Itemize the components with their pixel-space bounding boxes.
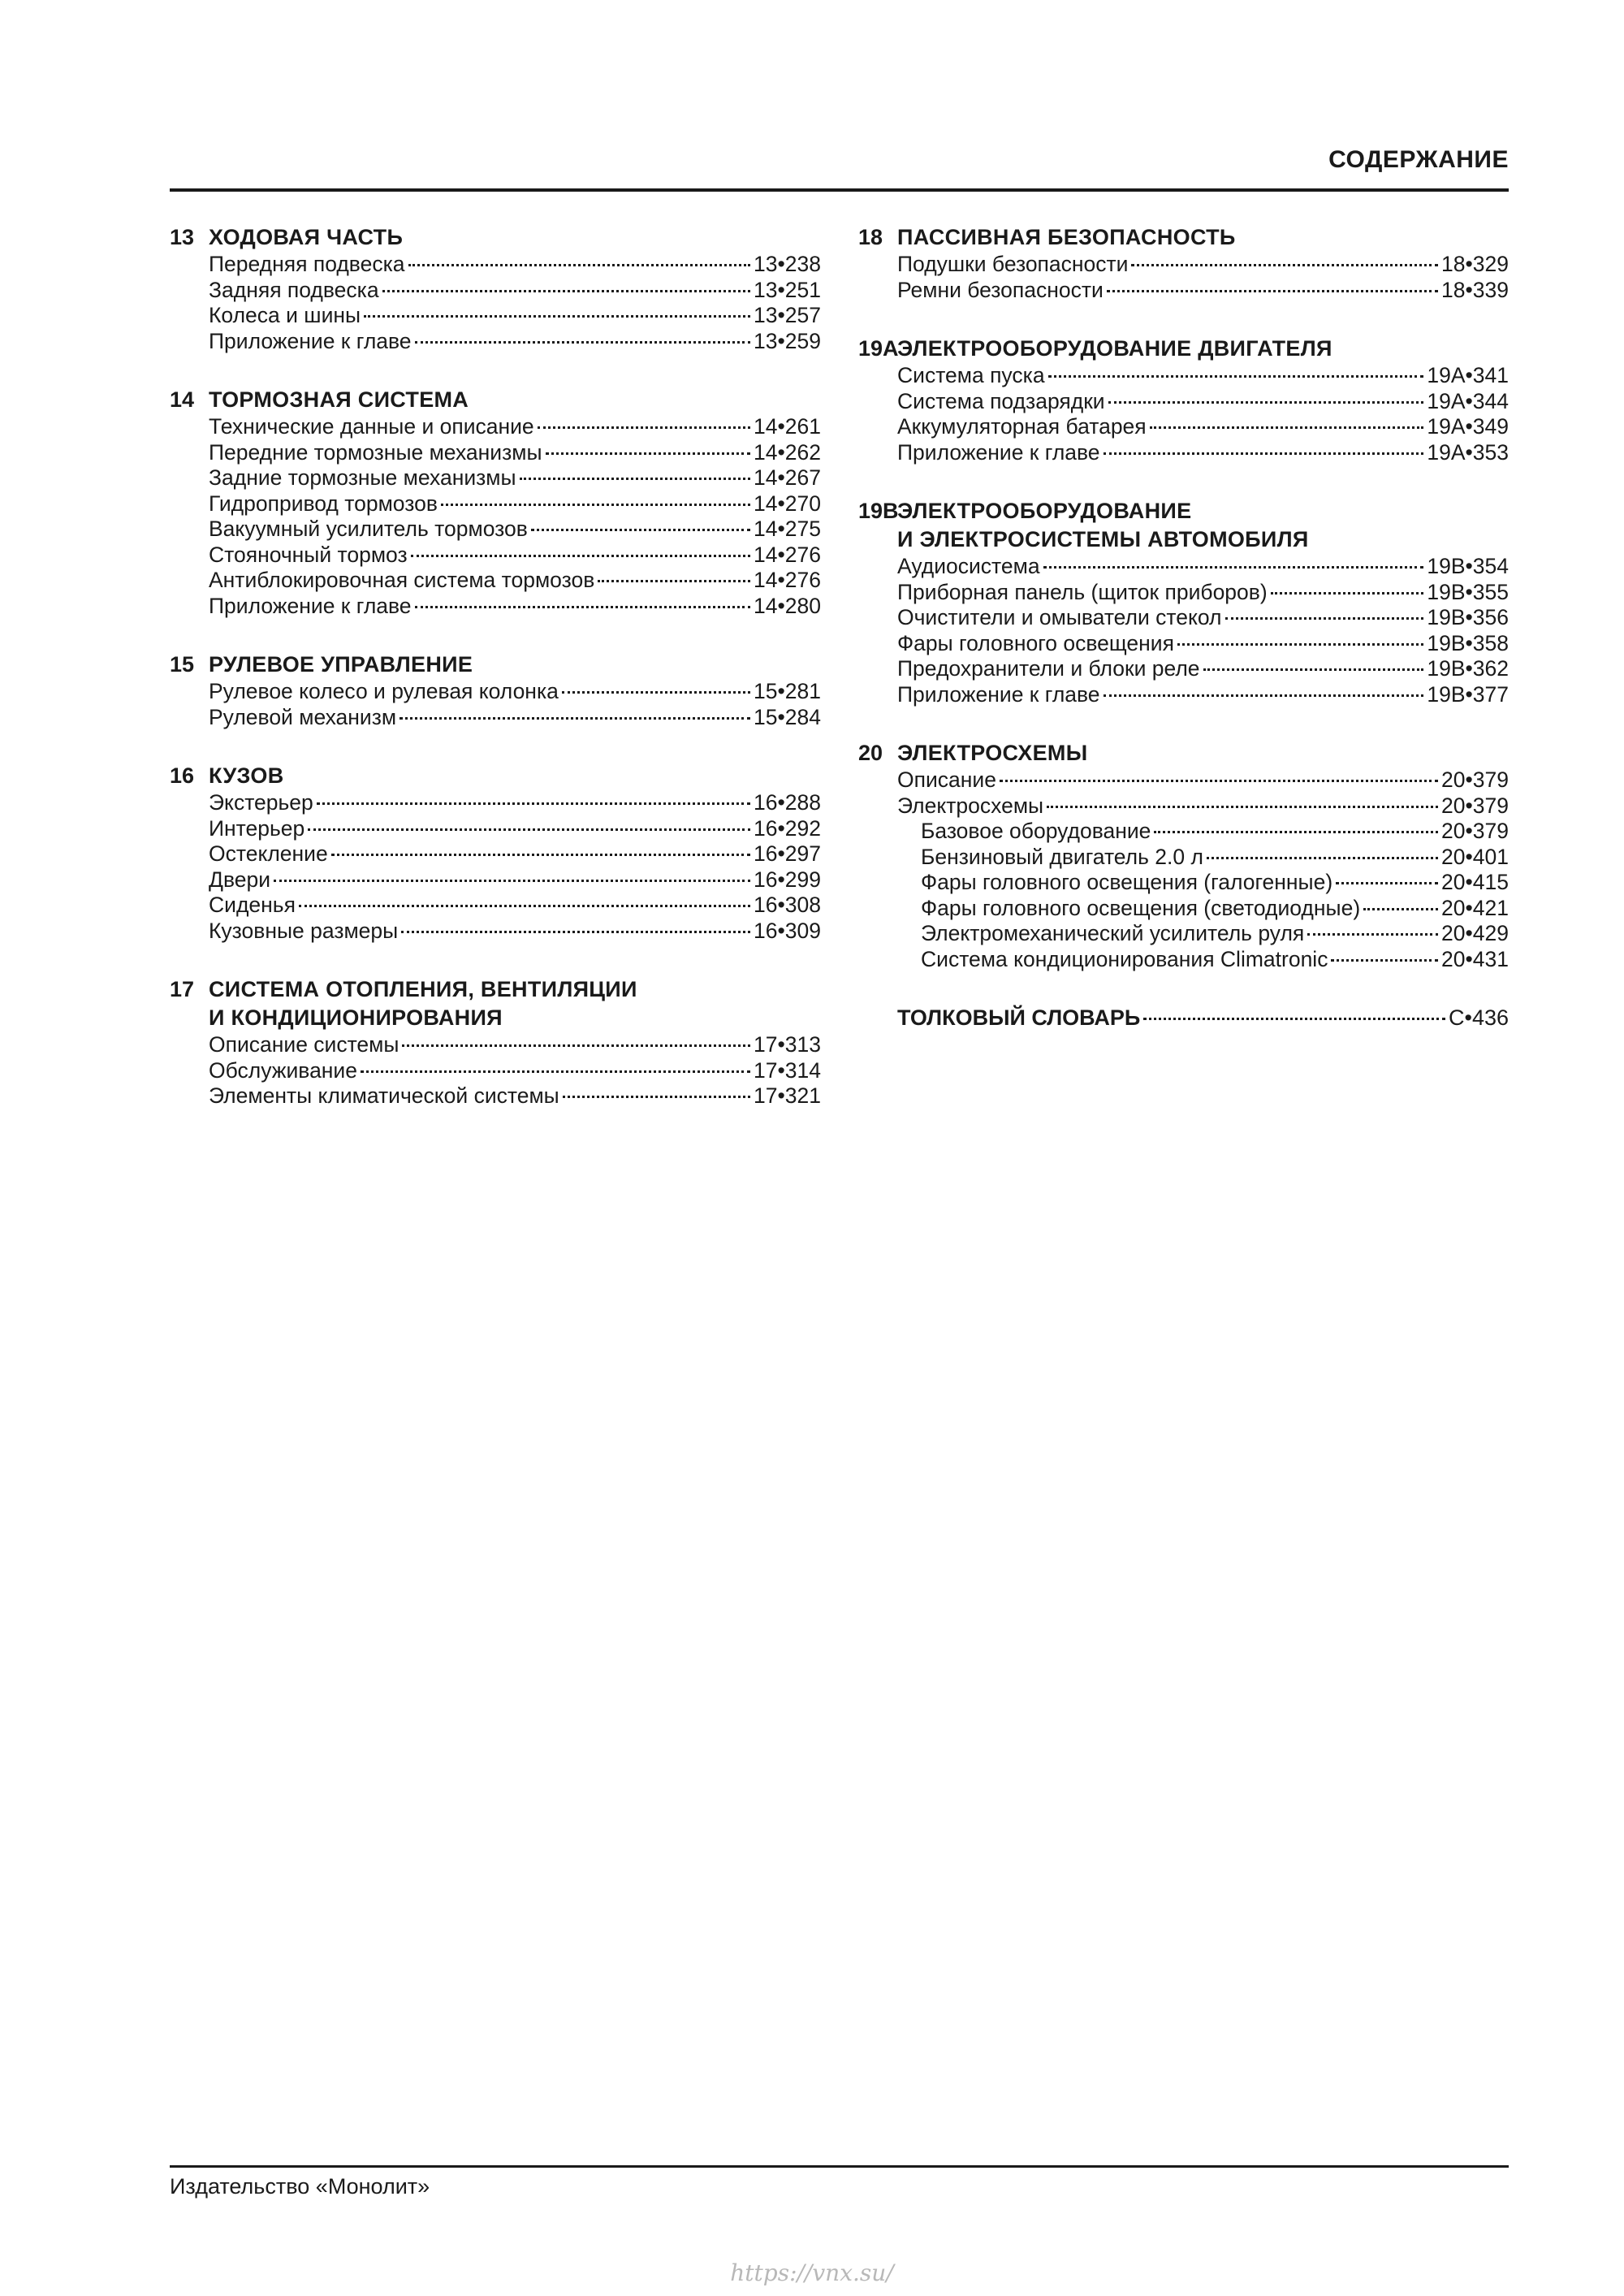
toc-right-column	[858, 223, 1509, 1032]
toc-entry[interactable]	[897, 682, 1509, 708]
leader-dots	[1107, 290, 1438, 292]
toc-entry[interactable]	[897, 554, 1509, 580]
toc-entry[interactable]	[209, 543, 821, 569]
watermark-url: https://vnx.su/	[730, 2259, 894, 2286]
entry-page: 19B•356	[1427, 605, 1509, 629]
section-number: 20	[858, 741, 883, 765]
toc-entry[interactable]	[897, 605, 1509, 631]
toc-entry[interactable]	[209, 440, 821, 466]
entry-page: 16•308	[754, 893, 821, 917]
toc-entry[interactable]	[209, 278, 821, 304]
entry-title: Элементы климатической системы	[209, 1083, 559, 1108]
section-title-line: И ЭЛЕКТРОСИСТЕМЫ АВТОМОБИЛЯ	[897, 527, 1309, 551]
entry-title: Вакуумный усилитель тормозов	[209, 517, 528, 541]
entry-page: 14•280	[754, 593, 821, 618]
entry-title: Приложение к главе	[209, 328, 412, 353]
leader-dots	[361, 1070, 750, 1073]
section-title	[209, 651, 821, 679]
leader-dots	[441, 504, 750, 506]
entry-title: Интерьер	[209, 815, 305, 841]
leader-dots	[1043, 566, 1424, 569]
leader-dots	[546, 452, 751, 455]
section-heading[interactable]	[170, 651, 821, 679]
entry-page: 13•251	[754, 277, 821, 302]
leader-dots	[1363, 908, 1438, 910]
page-title: СОДЕРЖАНИЕ	[1328, 146, 1509, 173]
leader-dots	[538, 426, 750, 429]
glossary-page: С•436	[1449, 1005, 1509, 1030]
entry-page: 14•276	[754, 568, 821, 592]
leader-dots	[331, 854, 750, 856]
section-number: 18	[858, 225, 883, 249]
entry-page: 19B•355	[1427, 579, 1509, 604]
entry-page: 20•431	[1441, 946, 1509, 971]
entry-page: 14•262	[754, 439, 821, 465]
section-title-line: ЭЛЕКТРООБОРУДОВАНИЕ	[897, 499, 1192, 523]
toc-entry[interactable]	[897, 389, 1509, 415]
entry-title: Аудиосистема	[897, 554, 1040, 578]
toc-entry[interactable]	[897, 278, 1509, 304]
section-number: 15	[170, 652, 195, 677]
leader-dots	[1307, 933, 1438, 936]
toc-section	[858, 335, 1509, 465]
section-title	[897, 335, 1509, 363]
toc-section	[170, 223, 821, 354]
entry-page: 13•238	[754, 252, 821, 276]
entry-title: Технические данные и описание	[209, 414, 534, 439]
entry-title: Система подзарядки	[897, 388, 1105, 413]
toc-entry[interactable]	[209, 841, 821, 867]
section-heading[interactable]	[858, 739, 1509, 767]
section-number: 16	[170, 763, 195, 788]
entry-page: 14•276	[754, 542, 821, 567]
leader-dots	[1203, 668, 1424, 671]
entry-page: 16•299	[754, 867, 821, 892]
section-heading[interactable]	[858, 335, 1509, 363]
toc-section	[170, 651, 821, 730]
leader-dots	[1207, 857, 1438, 859]
toc-entry[interactable]	[897, 767, 1509, 793]
leader-dots	[1104, 694, 1424, 697]
section-title-line: ЭЛЕКТРОСХЕМЫ	[897, 741, 1088, 765]
section-title	[897, 223, 1509, 252]
toc-entry[interactable]	[897, 363, 1509, 389]
toc-entry[interactable]	[209, 1058, 821, 1084]
toc-entry[interactable]	[209, 303, 821, 329]
section-heading[interactable]	[170, 975, 821, 1032]
leader-dots	[415, 606, 750, 608]
entry-title: Предохранители и блоки реле	[897, 656, 1200, 681]
toc-entry[interactable]	[209, 594, 821, 620]
entry-page: 14•267	[754, 465, 821, 490]
entry-title: Стояночный тормоз	[209, 542, 408, 567]
leader-dots	[531, 529, 750, 531]
section-title	[209, 762, 821, 790]
leader-dots	[1143, 1018, 1445, 1020]
toc-entry[interactable]	[921, 845, 1509, 871]
entry-title: Система кондиционирования Climatronic	[921, 946, 1328, 971]
entry-title: Описание	[897, 767, 996, 792]
section-heading[interactable]	[858, 497, 1509, 554]
entry-title: Гидропривод тормозов	[209, 491, 438, 516]
entry-page: 16•292	[754, 815, 821, 841]
entry-page: 19A•349	[1427, 414, 1509, 439]
entry-title: Очистители и омыватели стекол	[897, 605, 1222, 629]
leader-dots	[1150, 426, 1424, 429]
toc-section	[170, 975, 821, 1109]
toc-entry[interactable]	[921, 947, 1509, 973]
section-heading[interactable]	[170, 386, 821, 414]
entry-page: 16•297	[754, 841, 821, 866]
toc-entry[interactable]	[921, 896, 1509, 922]
leader-dots	[1177, 643, 1423, 646]
entry-page: 20•401	[1441, 844, 1509, 869]
entry-title: Электросхемы	[897, 793, 1044, 818]
entry-page: 20•379	[1441, 793, 1509, 818]
section-title-line: СИСТЕМА ОТОПЛЕНИЯ, ВЕНТИЛЯЦИИ	[209, 977, 637, 1001]
entry-title: Фары головного освещения	[897, 630, 1174, 655]
toc-entry[interactable]	[209, 705, 821, 731]
toc-section	[170, 762, 821, 944]
toc-entry[interactable]	[921, 921, 1509, 947]
entry-page: 19B•377	[1427, 681, 1509, 707]
leader-dots	[1225, 617, 1424, 620]
toc-entry[interactable]	[209, 1083, 821, 1109]
leader-dots	[274, 880, 750, 882]
leader-dots	[1131, 264, 1438, 266]
entry-page: 14•275	[754, 517, 821, 541]
toc-entry[interactable]	[209, 252, 821, 278]
entry-title: Рулевой механизм	[209, 704, 397, 729]
entry-page: 19A•344	[1427, 388, 1509, 413]
entry-page: 19A•341	[1427, 363, 1509, 387]
section-title-line: ТОРМОЗНАЯ СИСТЕМА	[209, 387, 469, 412]
toc-entry[interactable]	[897, 414, 1509, 440]
entry-title: Колеса и шины	[209, 303, 361, 327]
entry-page: 17•313	[754, 1032, 821, 1057]
leader-dots	[308, 828, 750, 831]
toc-entry[interactable]	[209, 867, 821, 893]
toc-entry[interactable]	[921, 870, 1509, 896]
leader-dots	[299, 905, 750, 907]
section-title-line: КУЗОВ	[209, 763, 284, 788]
toc-entry[interactable]	[209, 893, 821, 919]
section-title-line: ХОДОВАЯ ЧАСТЬ	[209, 225, 404, 249]
leader-dots	[1047, 806, 1438, 808]
section-title	[897, 497, 1509, 554]
entry-title: Кузовные размеры	[209, 918, 399, 943]
toc-entry[interactable]	[897, 580, 1509, 606]
entry-page: 13•257	[754, 303, 821, 327]
leader-dots	[382, 290, 750, 292]
section-number: 14	[170, 387, 195, 412]
toc-entry[interactable]	[209, 1032, 821, 1058]
section-title-line: ЭЛЕКТРООБОРУДОВАНИЕ ДВИГАТЕЛЯ	[897, 336, 1332, 361]
leader-dots	[562, 691, 750, 694]
section-number: 17	[170, 977, 195, 1001]
entry-page: 19B•354	[1427, 554, 1509, 578]
entry-title: Остекление	[209, 841, 328, 866]
entry-title: Обслуживание	[209, 1057, 357, 1083]
leader-dots	[415, 341, 750, 344]
entry-title: Описание системы	[209, 1032, 400, 1057]
toc-section	[858, 497, 1509, 707]
entry-title: Приборная панель (щиток приборов)	[897, 579, 1268, 604]
section-title	[209, 386, 821, 414]
toc-section	[170, 386, 821, 619]
leader-dots	[408, 264, 751, 266]
entry-page: 14•261	[754, 414, 821, 439]
leader-dots	[520, 478, 750, 480]
toc-section	[858, 223, 1509, 303]
entry-title: Ремни безопасности	[897, 277, 1104, 302]
toc-entry[interactable]	[897, 656, 1509, 682]
toc-entry[interactable]	[209, 414, 821, 440]
entry-page: 20•379	[1441, 819, 1509, 843]
entry-title: Передняя подвеска	[209, 252, 405, 276]
toc-section	[858, 739, 1509, 972]
entry-page: 19B•358	[1427, 630, 1509, 655]
toc-entry[interactable]	[897, 440, 1509, 466]
entry-page: 20•421	[1441, 895, 1509, 920]
entry-page: 18•339	[1441, 277, 1509, 302]
entry-title: Базовое оборудование	[921, 819, 1151, 843]
leader-dots	[1104, 452, 1424, 455]
toc-entry[interactable]	[897, 631, 1509, 657]
entry-title: Фары головного освещения (светодиодные)	[921, 895, 1361, 920]
entry-title: Задние тормозные механизмы	[209, 465, 516, 490]
section-title	[209, 975, 821, 1032]
toc-entry[interactable]	[209, 491, 821, 517]
entry-title: Подушки безопасности	[897, 252, 1129, 276]
publisher-name: Издательство «Монолит»	[170, 2174, 430, 2199]
entry-title: Двери	[209, 867, 271, 892]
toc-entry[interactable]	[209, 790, 821, 816]
leader-dots	[563, 1096, 750, 1098]
leader-dots	[400, 717, 750, 720]
footer-divider	[170, 2165, 1509, 2168]
header-divider	[170, 188, 1509, 192]
leader-dots	[1271, 592, 1424, 595]
entry-page: 15•284	[754, 704, 821, 729]
section-number: 19A	[858, 336, 899, 361]
entry-title: Экстерьер	[209, 790, 313, 815]
entry-title: Передние тормозные механизмы	[209, 439, 542, 465]
toc-entry[interactable]	[921, 819, 1509, 845]
toc-left-column	[170, 223, 821, 1141]
section-title	[209, 223, 821, 252]
section-heading[interactable]	[170, 223, 821, 252]
toc-entry[interactable]	[897, 793, 1509, 819]
section-number: 13	[170, 225, 195, 249]
entry-title: Антиблокировочная система тормозов	[209, 568, 595, 592]
leader-dots	[1108, 401, 1424, 404]
leader-dots	[1000, 780, 1438, 782]
toc-entry[interactable]	[209, 568, 821, 594]
toc-entry[interactable]	[209, 919, 821, 945]
entry-title: Бензиновый двигатель 2.0 л	[921, 844, 1203, 869]
entry-title: Задняя подвеска	[209, 277, 379, 302]
leader-dots	[364, 315, 750, 318]
section-title-line: И КОНДИЦИОНИРОВАНИЯ	[209, 1005, 503, 1030]
toc-entry[interactable]	[209, 465, 821, 491]
entry-title: Рулевое колесо и рулевая колонка	[209, 679, 559, 703]
entry-page: 17•314	[754, 1057, 821, 1083]
section-heading[interactable]	[170, 762, 821, 790]
leader-dots	[402, 1044, 750, 1047]
entry-page: 13•259	[754, 328, 821, 353]
leader-dots	[1048, 375, 1424, 378]
section-heading[interactable]	[858, 223, 1509, 252]
entry-page: 20•379	[1441, 767, 1509, 792]
entry-page: 20•415	[1441, 870, 1509, 894]
entry-title: Система пуска	[897, 363, 1045, 387]
entry-page: 16•309	[754, 918, 821, 943]
leader-dots	[1331, 959, 1438, 962]
section-title-line: ПАССИВНАЯ БЕЗОПАСНОСТЬ	[897, 225, 1236, 249]
toc-entry[interactable]	[209, 816, 821, 842]
entry-page: 19B•362	[1427, 656, 1509, 681]
entry-page: 17•321	[754, 1083, 821, 1108]
toc-entry[interactable]	[897, 252, 1509, 278]
entry-title: Приложение к главе	[897, 439, 1100, 465]
entry-page: 16•288	[754, 790, 821, 815]
leader-dots	[401, 931, 750, 933]
entry-title: Фары головного освещения (галогенные)	[921, 870, 1333, 894]
entry-title: Аккумуляторная батарея	[897, 414, 1147, 439]
section-number: 19B	[858, 499, 899, 523]
entry-title: Приложение к главе	[209, 593, 412, 618]
toc-glossary-entry[interactable]	[897, 1004, 1509, 1032]
entry-title: Электромеханический усилитель руля	[921, 921, 1305, 945]
toc-entry[interactable]	[209, 679, 821, 705]
leader-dots	[1154, 831, 1438, 833]
leader-dots	[317, 802, 750, 805]
entry-page: 15•281	[754, 679, 821, 703]
glossary-title: ТОЛКОВЫЙ СЛОВАРЬ	[897, 1005, 1141, 1030]
toc-entry[interactable]	[209, 329, 821, 355]
leader-dots	[1336, 882, 1438, 884]
entry-title: Сиденья	[209, 893, 296, 917]
entry-page: 20•429	[1441, 921, 1509, 945]
toc-entry[interactable]	[209, 517, 821, 543]
leader-dots	[598, 580, 750, 582]
section-title-line: РУЛЕВОЕ УПРАВЛЕНИЕ	[209, 652, 473, 677]
leader-dots	[411, 555, 750, 557]
section-title	[897, 739, 1509, 767]
entry-page: 19A•353	[1427, 439, 1509, 465]
entry-title: Приложение к главе	[897, 681, 1100, 707]
entry-page: 18•329	[1441, 252, 1509, 276]
entry-page: 14•270	[754, 491, 821, 516]
